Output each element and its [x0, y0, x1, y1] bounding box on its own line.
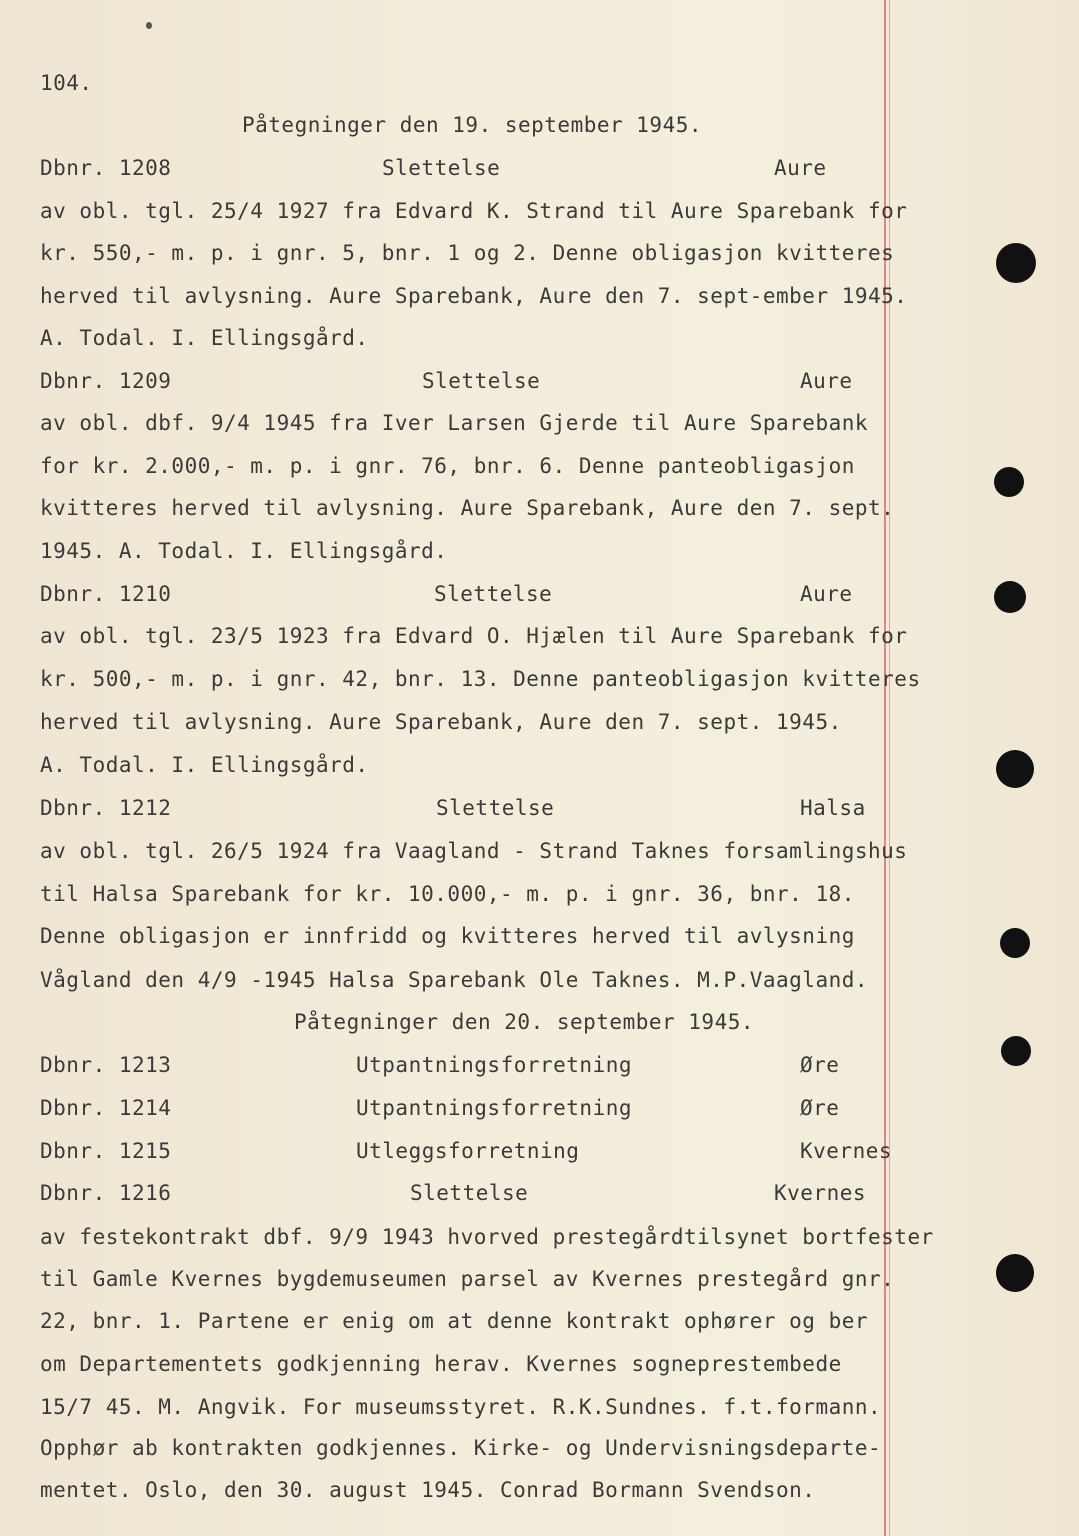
punch-hole — [996, 1254, 1034, 1292]
punch-hole — [1001, 1036, 1031, 1066]
entry-type: Slettelse — [434, 582, 553, 606]
entry-number: Dbnr. 1212 — [40, 796, 172, 820]
text-line: A. Todal. I. Ellingsgård. — [40, 326, 369, 350]
text-line: av festekontrakt dbf. 9/9 1943 hvorved prestegårdtilsynet bortfester — [40, 1225, 934, 1249]
text-line: Opphør ab kontrakten godkjennes. Kirke- og Undervisningsdeparte- — [40, 1436, 882, 1460]
entry-place: Halsa — [800, 796, 866, 820]
entry-header — [40, 1178, 900, 1208]
text-line: 15/7 45. M. Angvik. For museumsstyret. R.K.Sundnes. f.t.formann. — [40, 1395, 882, 1419]
text-line: mentet. Oslo, den 30. august 1945. Conrad Bormann Svendson. — [40, 1478, 816, 1502]
entry-header — [40, 579, 900, 609]
entry-header — [40, 366, 900, 396]
text-line: Denne obligasjon er innfridd og kvitteres herved til avlysning — [40, 924, 855, 948]
punch-hole — [994, 581, 1026, 613]
entry-header — [40, 1050, 900, 1080]
text-line: for kr. 2.000,- m. p. i gnr. 76, bnr. 6. Denne panteobligasjon — [40, 454, 855, 478]
text-line: av obl. tgl. 26/5 1924 fra Vaagland - Strand Taknes forsamlingshus — [40, 839, 908, 863]
text-line: kr. 550,- m. p. i gnr. 5, bnr. 1 og 2. Denne obligasjon kvitteres — [40, 241, 895, 265]
entry-type: Slettelse — [422, 369, 541, 393]
entry-header — [40, 1093, 900, 1123]
text-line: til Halsa Sparebank for kr. 10.000,- m. p. i gnr. 36, bnr. 18. — [40, 882, 855, 906]
section-heading: Påtegninger den 19. september 1945. — [242, 113, 703, 137]
ink-speck — [146, 22, 152, 29]
entry-place: Aure — [800, 369, 853, 393]
punch-hole — [996, 750, 1034, 788]
text-line: Vågland den 4/9 -1945 Halsa Sparebank Ole Taknes. M.P.Vaagland. — [40, 968, 869, 992]
entry-place: Kvernes — [800, 1139, 893, 1163]
text-line: til Gamle Kvernes bygdemuseumen parsel av Kvernes prestegård gnr. — [40, 1267, 895, 1291]
entry-header — [40, 1136, 900, 1166]
entry-type: Slettelse — [436, 796, 555, 820]
punch-hole — [996, 243, 1036, 283]
entry-number: Dbnr. 1214 — [40, 1096, 172, 1120]
entry-number: Dbnr. 1208 — [40, 156, 172, 180]
page-number: 104. — [40, 71, 93, 95]
text-line: herved til avlysning. Aure Sparebank, Aure den 7. sept-ember 1945. — [40, 284, 908, 308]
entry-type: Slettelse — [410, 1181, 529, 1205]
text-line: om Departementets godkjenning herav. Kvernes sogneprestembede — [40, 1352, 842, 1376]
entry-place: Øre — [800, 1096, 840, 1120]
entry-header — [40, 793, 900, 823]
text-line: kvitteres herved til avlysning. Aure Sparebank, Aure den 7. sept. — [40, 496, 895, 520]
text-line: av obl. dbf. 9/4 1945 fra Iver Larsen Gjerde til Aure Sparebank — [40, 411, 869, 435]
text-line: av obl. tgl. 25/4 1927 fra Edvard K. Strand til Aure Sparebank for — [40, 199, 908, 223]
entry-type: Utpantningsforretning — [356, 1096, 633, 1120]
entry-number: Dbnr. 1215 — [40, 1139, 172, 1163]
text-line: av obl. tgl. 23/5 1923 fra Edvard O. Hjælen til Aure Sparebank for — [40, 624, 908, 648]
section-heading: Påtegninger den 20. september 1945. — [294, 1010, 755, 1034]
text-line: 22, bnr. 1. Partene er enig om at denne kontrakt ophører og ber — [40, 1309, 869, 1333]
entry-place: Aure — [800, 582, 853, 606]
punch-hole — [1000, 928, 1030, 958]
entry-number: Dbnr. 1213 — [40, 1053, 172, 1077]
entry-place: Kvernes — [774, 1181, 867, 1205]
entry-number: Dbnr. 1216 — [40, 1181, 172, 1205]
text-line: kr. 500,- m. p. i gnr. 42, bnr. 13. Denne panteobligasjon kvitteres — [40, 667, 921, 691]
entry-number: Dbnr. 1209 — [40, 369, 172, 393]
entry-type: Utleggsforretning — [356, 1139, 580, 1163]
text-line: A. Todal. I. Ellingsgård. — [40, 753, 369, 777]
punch-hole — [994, 467, 1024, 497]
entry-header — [40, 153, 900, 183]
text-line: 1945. A. Todal. I. Ellingsgård. — [40, 539, 448, 563]
entry-number: Dbnr. 1210 — [40, 582, 172, 606]
entry-type: Utpantningsforretning — [356, 1053, 633, 1077]
entry-type: Slettelse — [382, 156, 501, 180]
text-line: herved til avlysning. Aure Sparebank, Aure den 7. sept. 1945. — [40, 710, 842, 734]
entry-place: Aure — [774, 156, 827, 180]
entry-place: Øre — [800, 1053, 840, 1077]
